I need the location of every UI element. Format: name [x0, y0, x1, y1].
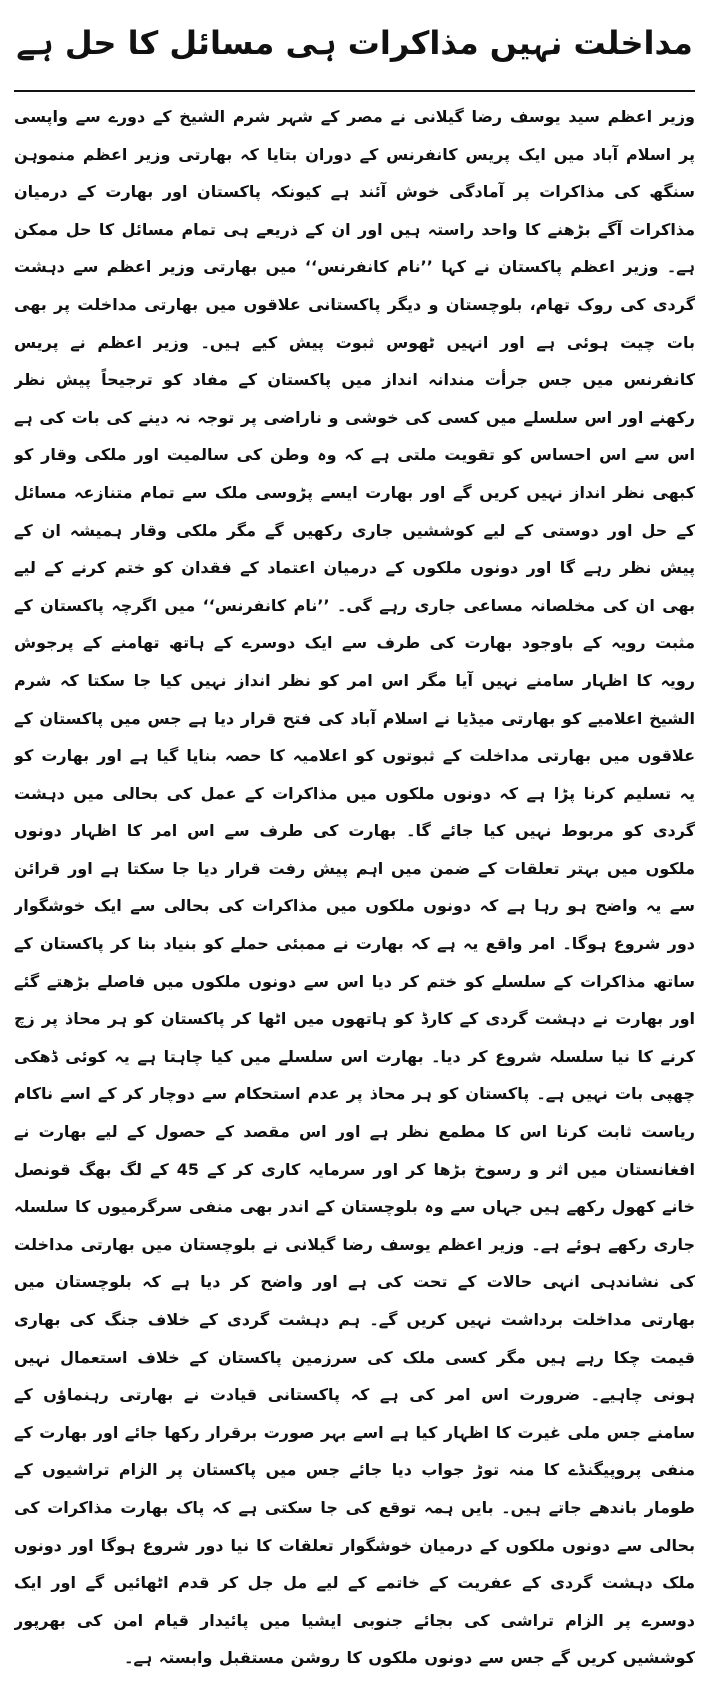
editorial-body: وزیر اعظم سید یوسف رضا گیلانی نے مصر کے شہر شرم الشیخ کے دورے سے واپسی پر اسلام آباد میں ایک پریس کانفرنس کے دوران بتایا کہ بھارتی وزیر اعظم منموہن سنگھ کی مذاکرات پر آمادگی خوش آئند ہے کیونکہ پاکستان اور بھارت کے درمیان مذاکرات آگے بڑھنے کا واحد راستہ ہیں اور ان کے ذریعے ہی تمام مسائل کا حل ممکن ہے۔ وزیر اعظم پاکستان نے کہا ’’نام کانفرنس‘‘ میں بھارتی وزیر اعظم سے دہشت گردی کی روک تھام، بلوچستان و دیگر پاکستانی علاقوں میں بھارتی مداخلت پر بھی بات چیت ہوئی ہے اور انہیں ٹھوس ثبوت پیش کیے ہیں۔ وزیر اعظم نے پریس کانفرنس میں جس جرأت مندانہ انداز میں پاکستان کے مفاد کو ترجیحاً پیش نظر رکھنے اور اس سلسلے میں کسی کی خوشی و ناراضی پر توجہ نہ دینے کی بات کی ہے اس سے اس احساس کو تقویت ملتی ہے کہ وہ وطن کی سالمیت اور ملکی وقار کو کبھی نظر انداز نہیں کریں گے اور بھارت ایسے پڑوسی ملک سے تمام متنازعہ مسائل کے حل اور دوستی کے لیے کوششیں جاری رکھیں گے مگر ملکی وقار ہمیشہ ان کے پیش نظر رہے گا اور دونوں ملکوں کے درمیان اعتماد کے فقدان کو ختم کرنے کے لیے بھی ان کی مخلصانہ مساعی جاری رہے گی۔ ’’نام کانفرنس‘‘ میں اگرچہ پاکستان کے مثبت رویہ کے باوجود بھارت کی طرف سے ایک دوسرے کے ہاتھ تھامنے کے پرجوش رویہ کا اظہار سامنے نہیں آیا مگر اس امر کو نظر انداز نہیں کیا جا سکتا کہ شرم الشیخ اعلامیے کو بھارتی میڈیا نے اسلام آباد کی فتح قرار دیا ہے جس میں پاکستان کے علاقوں میں بھارتی مداخلت کے ثبوتوں کو اعلامیہ کا حصہ بنایا گیا ہے اور بھارت کو یہ تسلیم کرنا پڑا ہے کہ دونوں ملکوں میں مذاکرات کے عمل کی بحالی میں دہشت گردی کو مربوط نہیں کیا جائے گا۔ بھارت کی طرف سے اس امر کا اظہار دونوں ملکوں میں بہتر تعلقات کے ضمن میں اہم پیش رفت قرار دیا جا سکتا ہے اور قرائن سے یہ واضح ہو رہا ہے کہ دونوں ملکوں میں مذاکرات کی بحالی سے ایک خوشگوار دور شروع ہوگا۔ امر واقع یہ ہے کہ بھارت نے ممبئی حملے کو بنیاد بنا کر پاکستان کے ساتھ مذاکرات کے سلسلے کو ختم کر دیا اس سے دونوں ملکوں میں فاصلے بڑھتے گئے اور بھارت نے دہشت گردی کے کارڈ کو ہاتھوں میں اٹھا کر پاکستان کو ہر محاذ پر زچ کرنے کا نیا سلسلہ شروع کر دیا۔ بھارت اس سلسلے میں کیا چاہتا ہے یہ کوئی ڈھکی چھپی بات نہیں ہے۔ پاکستان کو ہر محاذ پر عدم استحکام سے دوچار کر کے اسے ناکام ریاست ثابت کرنا اس کا مطمع نظر ہے اور اس مقصد کے حصول کے لیے بھارت نے افغانستان میں اثر و رسوخ بڑھا کر اور سرمایہ کاری کر کے 45 کے لگ بھگ قونصل خانے کھول رکھے ہیں جہاں سے وہ بلوچستان کے اندر بھی منفی سرگرمیوں کا سلسلہ جاری رکھے ہوئے ہے۔ وزیر اعظم یوسف رضا گیلانی نے بلوچستان میں بھارتی مداخلت کی نشاندہی انہی حالات کے تحت کی ہے اور واضح کر دیا ہے کہ بلوچستان میں بھارتی مداخلت برداشت نہیں کریں گے۔ ہم دہشت گردی کے خلاف جنگ کی بھاری قیمت چکا رہے ہیں مگر کسی ملک کی سرزمین پاکستان کے خلاف استعمال نہیں ہونی چاہیے۔ ضرورت اس امر کی ہے کہ پاکستانی قیادت نے بھارتی رہنماؤں کے سامنے جس ملی غیرت کا اظہار کیا ہے اسے بہر صورت برقرار رکھا جائے اور بھارت کے منفی پروپیگنڈے کا منہ توڑ جواب دیا جائے جس میں پاکستان پر الزام تراشیوں کے طومار باندھے جاتے ہیں۔ بایں ہمہ توقع کی جا سکتی ہے کہ پاک بھارت مذاکرات کی بحالی سے دونوں ملکوں کے درمیان خوشگوار تعلقات کا نیا دور شروع ہوگا اور دونوں ملک دہشت گردی کے عفریت کے خاتمے کے لیے مل جل کر قدم اٹھائیں گے اور ایک دوسرے پر الزام تراشی کی بجائے جنوبی ایشیا میں پائیدار قیام امن کی بھرپور کوششیں کریں گے جس سے دونوں ملکوں کا روشن مستقبل وابستہ ہے۔ — [14, 107, 695, 1668]
headline-divider — [14, 90, 695, 92]
editorial-headline: مداخلت نہیں مذاکرات ہی مسائل کا حل ہے — [16, 24, 693, 62]
